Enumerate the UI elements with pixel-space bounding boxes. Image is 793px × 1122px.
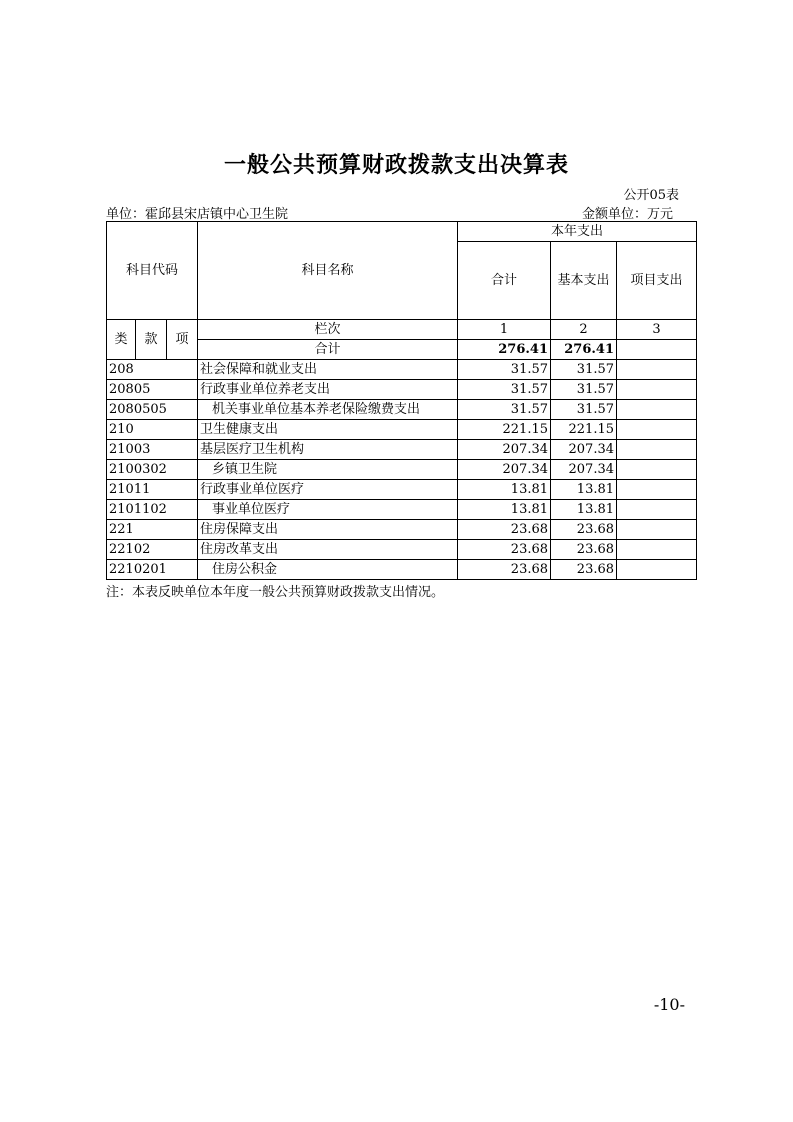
row-total: 23.68 xyxy=(458,520,551,540)
page-title: 一般公共预算财政拨款支出决算表 xyxy=(223,152,569,178)
table-row xyxy=(107,560,697,580)
row-total: 23.68 xyxy=(458,540,551,560)
row-basic: 31.57 xyxy=(551,380,617,400)
amount-unit: 金额单位：万元 xyxy=(581,207,673,222)
row-name: 住房保障支出 xyxy=(198,520,458,540)
header-year-total: 本年支出 xyxy=(458,222,697,242)
table-row xyxy=(107,500,697,520)
row-total: 23.68 xyxy=(458,560,551,580)
header-project: 项目支出 xyxy=(617,242,697,320)
row-project xyxy=(617,480,697,500)
row-project xyxy=(617,520,697,540)
row-code: 210 xyxy=(107,420,198,440)
table-row xyxy=(107,480,697,500)
table-row xyxy=(107,460,697,480)
row-basic: 31.57 xyxy=(551,400,617,420)
row-total: 31.57 xyxy=(458,380,551,400)
header-basic: 基本支出 xyxy=(551,242,617,320)
table-row xyxy=(107,540,697,560)
table-row xyxy=(107,380,697,400)
header-column-order: 栏次 xyxy=(198,320,458,340)
total-project xyxy=(617,340,697,360)
row-code: 21003 xyxy=(107,440,198,460)
row-basic: 13.81 xyxy=(551,500,617,520)
budget-table xyxy=(106,221,697,580)
total-label: 合计 xyxy=(198,340,458,360)
row-basic: 207.34 xyxy=(551,460,617,480)
row-name: 事业单位医疗 xyxy=(198,500,458,520)
header-col3: 3 xyxy=(617,320,697,340)
row-code: 2080505 xyxy=(107,400,198,420)
row-basic: 221.15 xyxy=(551,420,617,440)
row-total: 221.15 xyxy=(458,420,551,440)
page-number: -10- xyxy=(653,995,685,1014)
unit-label: 单位：霍邱县宋店镇中心卫生院 xyxy=(106,207,289,222)
header-kuan: 款 xyxy=(136,320,167,360)
row-project xyxy=(617,400,697,420)
row-project xyxy=(617,540,697,560)
row-code: 20805 xyxy=(107,380,198,400)
row-total: 207.34 xyxy=(458,440,551,460)
row-code: 221 xyxy=(107,520,198,540)
row-code: 2101102 xyxy=(107,500,198,520)
header-xiang: 项 xyxy=(167,320,198,360)
row-project xyxy=(617,500,697,520)
header-col2: 2 xyxy=(551,320,617,340)
row-basic: 23.68 xyxy=(551,560,617,580)
row-name: 基层医疗卫生机构 xyxy=(198,440,458,460)
row-project xyxy=(617,440,697,460)
row-project xyxy=(617,560,697,580)
row-project xyxy=(617,420,697,440)
row-total: 207.34 xyxy=(458,460,551,480)
row-code: 208 xyxy=(107,360,198,380)
header-code: 科目代码 xyxy=(107,222,198,320)
row-basic: 31.57 xyxy=(551,360,617,380)
row-project xyxy=(617,460,697,480)
row-code: 22102 xyxy=(107,540,198,560)
row-name: 住房公积金 xyxy=(198,560,458,580)
table-row xyxy=(107,520,697,540)
row-name: 行政事业单位医疗 xyxy=(198,480,458,500)
table-row xyxy=(107,440,697,460)
row-total: 31.57 xyxy=(458,400,551,420)
row-total: 13.81 xyxy=(458,480,551,500)
row-name: 乡镇卫生院 xyxy=(198,460,458,480)
row-basic: 23.68 xyxy=(551,520,617,540)
table-note: 注：本表反映单位本年度一般公共预算财政拨款支出情况。 xyxy=(106,585,445,600)
row-basic: 207.34 xyxy=(551,440,617,460)
header-lei: 类 xyxy=(107,320,136,360)
row-basic: 13.81 xyxy=(551,480,617,500)
row-name: 社会保障和就业支出 xyxy=(198,360,458,380)
header-col1: 1 xyxy=(458,320,551,340)
row-code: 2100302 xyxy=(107,460,198,480)
row-name: 机关事业单位基本养老保险缴费支出 xyxy=(198,400,458,420)
total-basic: 276.41 xyxy=(551,340,617,360)
table-row xyxy=(107,400,697,420)
row-project xyxy=(617,360,697,380)
row-name: 住房改革支出 xyxy=(198,540,458,560)
header-total: 合计 xyxy=(458,242,551,320)
row-basic: 23.68 xyxy=(551,540,617,560)
row-code: 2210201 xyxy=(107,560,198,580)
row-total: 13.81 xyxy=(458,500,551,520)
row-total: 31.57 xyxy=(458,360,551,380)
total-amount: 276.41 xyxy=(458,340,551,360)
row-name: 行政事业单位养老支出 xyxy=(198,380,458,400)
table-row xyxy=(107,420,697,440)
table-row xyxy=(107,360,697,380)
row-name: 卫生健康支出 xyxy=(198,420,458,440)
form-number: 公开05表 xyxy=(623,188,679,203)
row-project xyxy=(617,380,697,400)
row-code: 21011 xyxy=(107,480,198,500)
header-name: 科目名称 xyxy=(198,222,458,320)
